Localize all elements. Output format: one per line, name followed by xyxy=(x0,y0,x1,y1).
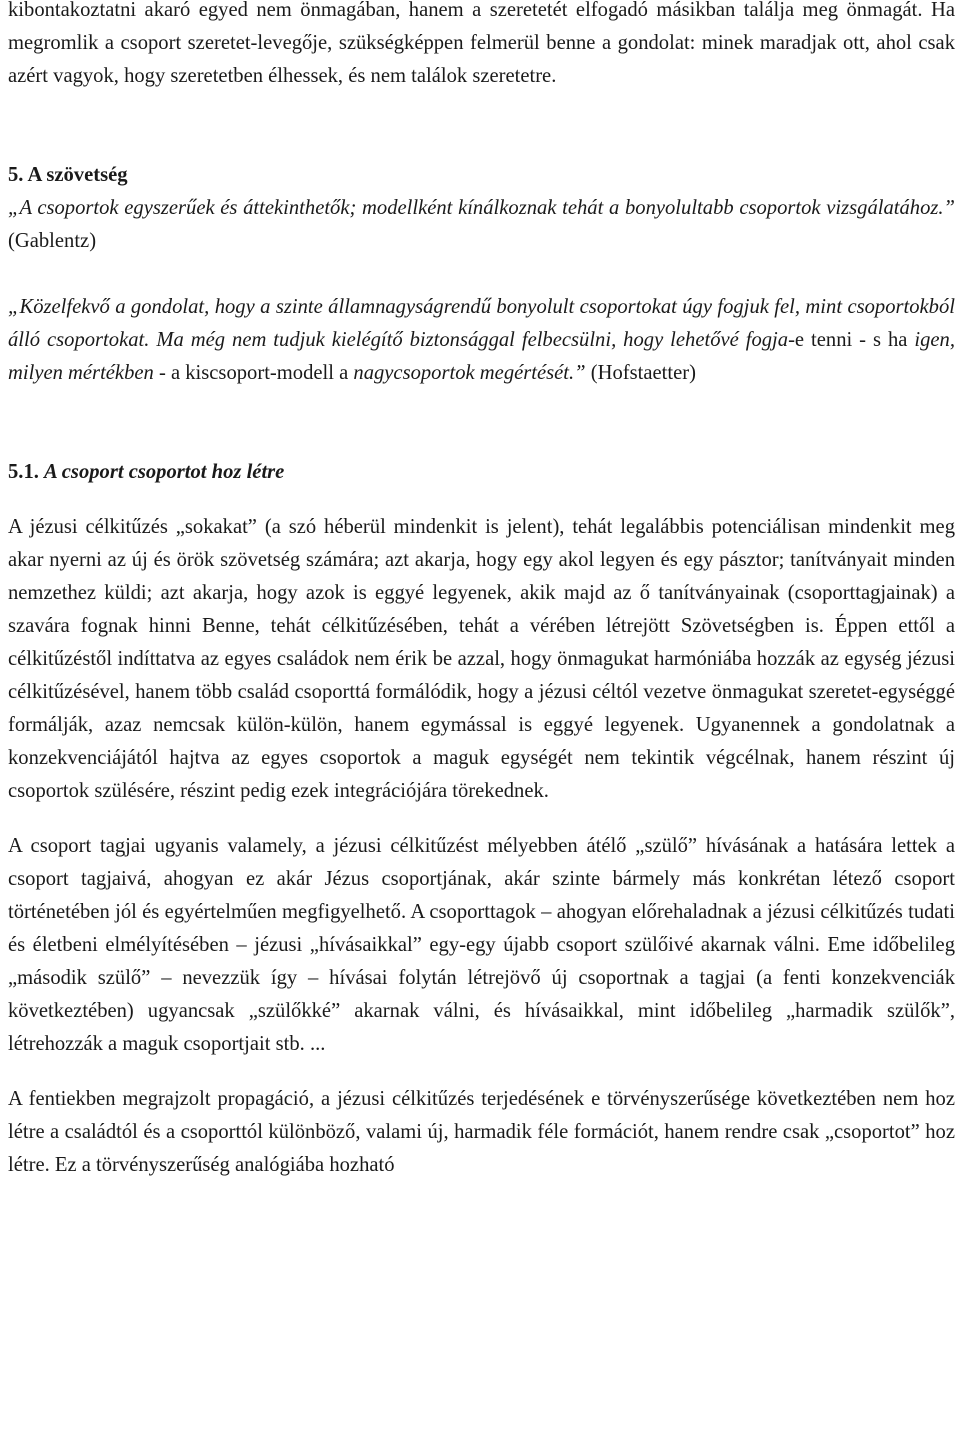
body-paragraph-1: A jézusi célkitűzés „sokakat” (a szó héberül mindenkit is jelent), tehát legalábbis potenciálisan mindenkit meg akar nyerni az új és örök szövetség számára; azt akarja, hogy egy akol legyen és egy pásztor; tanítványait minden nemzethez küldi; azt akarja, hogy azok is eggyé legyenek, akik majd az ő tanítványainak (csoporttagjainak) a szavára fognak hinni Benne, tehát célkitűzésében, tehát a vérében létrejött Szövetségben is. Éppen ettől a célkitűzéstől indíttatva az egyes családok nem érik be azzal, hogy önmagukat harmóniába hozzák az egység jézusi célkitűzésével, hanem több család csoporttá formálódik, hogy a jézusi céltól vezetve önmagukat szeretet-egységgé formálják, azaz nemcsak külön-külön, hanem egymással is eggyé legyenek. Ugyanennek a gondolatnak a konzekvenciájától hajtva az egyes csoportok a maguk egységét nem tekintik végcélnak, hanem részint új csoportok szülésére, részint pedig ezek integrációjára törekednek. xyxy=(8,516,955,802)
quote-hofstaetter-part4: - a kiscsoport-modell a xyxy=(153,362,354,384)
body-paragraph-3: A fentiekben megrajzolt propagáció, a jézusi célkitűzés terjedésének e törvényszerűsége következtében nem hoz létre a családtól és a csoporttól különböző, valami új, harmadik féle formációt, hanem rendre csak „csoportot” hoz létre. Ez a törvényszerűség analógiába hozható xyxy=(8,1088,955,1176)
body-paragraph-2: A csoport tagjai ugyanis valamely, a jézusi célkitűzést mélyebben átélő „szülő” hívásának a hatására lettek a csoport tagjaivá, ahogyan ez akár Jézus csoportjának, akár szinte bármely más konkrétan létező csoport történetében jól és egyértelműen megfigyelhető. A csoporttagok – ahogyan előrehaladnak a jézusi célkitűzés tudati és életbeni elmélyítésében – jézusi „hívásaikkal” egy-egy újabb csoport szülőivé akarnak válni. Eme időbelileg „második szülő” – nevezzük így – hívásai folytán létrejövő új csoportnak a tagjai (a fenti konzekvenciák következtében) ugyancsak „szülőkké” akarnak válni, és hívásaikkal, mint időbelileg „harmadik szülők”, létrehozzák a maguk csoportjait stb. ... xyxy=(8,835,955,1055)
quote-hofstaetter xyxy=(8,291,955,390)
section-heading: 5. A szövetség xyxy=(8,164,128,186)
quote-gablentz-source: (Gablentz) xyxy=(8,230,97,252)
subheading-number: 5.1. xyxy=(8,461,45,483)
subheading xyxy=(8,456,955,489)
quote-hofstaetter-part1: „Közelfekvő a gondolat, hogy a szinte államnagyságrendű bonyolult csoportokat úgy fogjuk fel, mint csoportokból álló csoportokat. Ma még nem tudjuk kielégítő biztonsággal felbecsülni, hogy lehetővé fogja xyxy=(8,296,955,351)
subheading-title: A csoport csoportot hoz létre xyxy=(44,461,285,483)
quote-hofstaetter-part3: igen, milyen mértékben xyxy=(8,329,955,384)
quote-hofstaetter-part2: -e tenni - s ha xyxy=(788,329,915,351)
quote-gablentz xyxy=(8,192,955,258)
document-page xyxy=(8,0,955,1182)
quote-gablentz-text: „A csoportok egyszerűek és áttekinthetők; modellként kínálkoznak tehát a bonyolultabb csoportok vizsgálatához.” xyxy=(8,197,955,219)
quote-hofstaetter-part5: nagycsoportok megértését.” xyxy=(353,362,586,384)
intro-paragraph: kibontakoztatni akaró egyed nem önmagában, hanem a szeretetét elfogadó másikban találja meg önmagát. Ha megromlik a csoport szeretet-levegője, szükségképpen felmerül benne a gondolat: minek maradjak ott, ahol csak azért vagyok, hogy szeretetben élhessek, és nem találok szeretetre. xyxy=(8,0,955,87)
quote-hofstaetter-source: (Hofstaetter) xyxy=(585,362,696,384)
